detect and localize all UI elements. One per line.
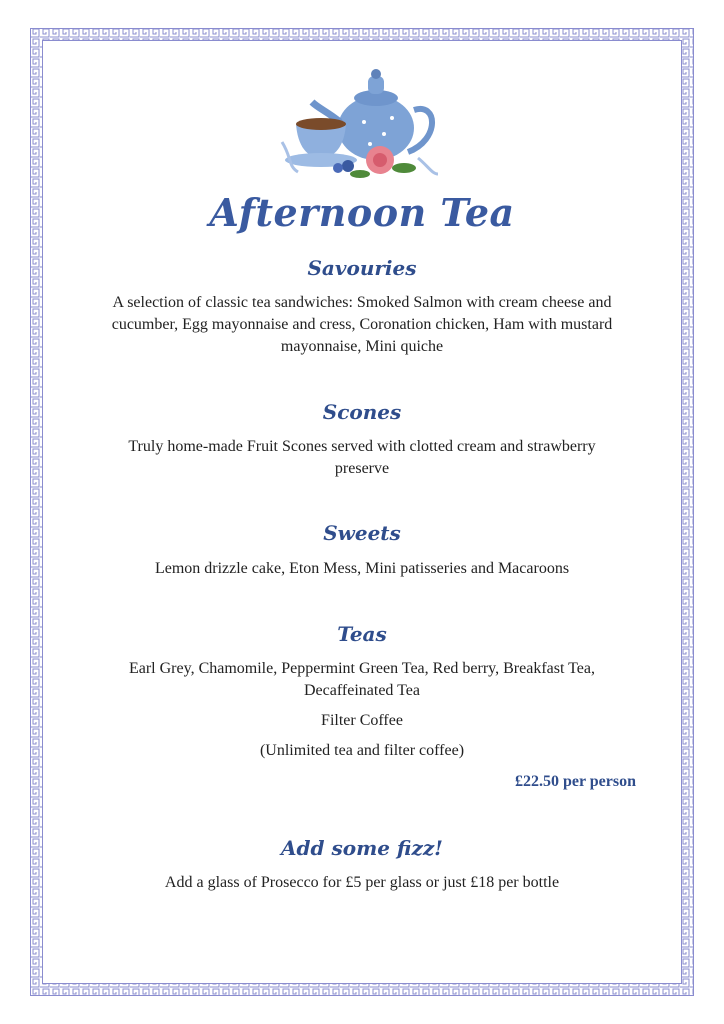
section-heading-teas: Teas: [337, 622, 387, 646]
section-text-teas: Earl Grey, Chamomile, Peppermint Green Tea, Red berry, Breakfast Tea, Decaffeinated Tea: [128, 660, 596, 699]
section-heading-sweets: Sweets: [323, 521, 401, 545]
section-text-sweets: Lemon drizzle cake, Eton Mess, Mini patisseries and Macaroons: [154, 560, 570, 577]
section-text-fizz: Add a glass of Prosecco for £5 per glass or just £18 per bottle: [164, 874, 560, 891]
section-text-scones: Truly home-made Fruit Scones served with clotted cream and strawberry preserve: [128, 438, 596, 477]
menu-title: Afternoon Tea: [209, 190, 515, 235]
section-text-unlimited: (Unlimited tea and filter coffee): [259, 742, 465, 759]
section-text-filter-coffee: Filter Coffee: [321, 712, 403, 729]
section-heading-savouries: Savouries: [307, 256, 417, 280]
teapot-teacup-illustration: [268, 62, 458, 188]
section-text-savouries: A selection of classic tea sandwiches: Smoked Salmon with cream cheese and cucumber, Egg mayonnaise and cress, Coronation chicken, Ham with mustard mayonnaise, Mini quiche: [111, 294, 613, 355]
section-heading-scones: Scones: [322, 400, 402, 424]
price-label: £22.50 per person: [514, 773, 636, 790]
section-heading-fizz: Add some fizz!: [281, 836, 443, 860]
